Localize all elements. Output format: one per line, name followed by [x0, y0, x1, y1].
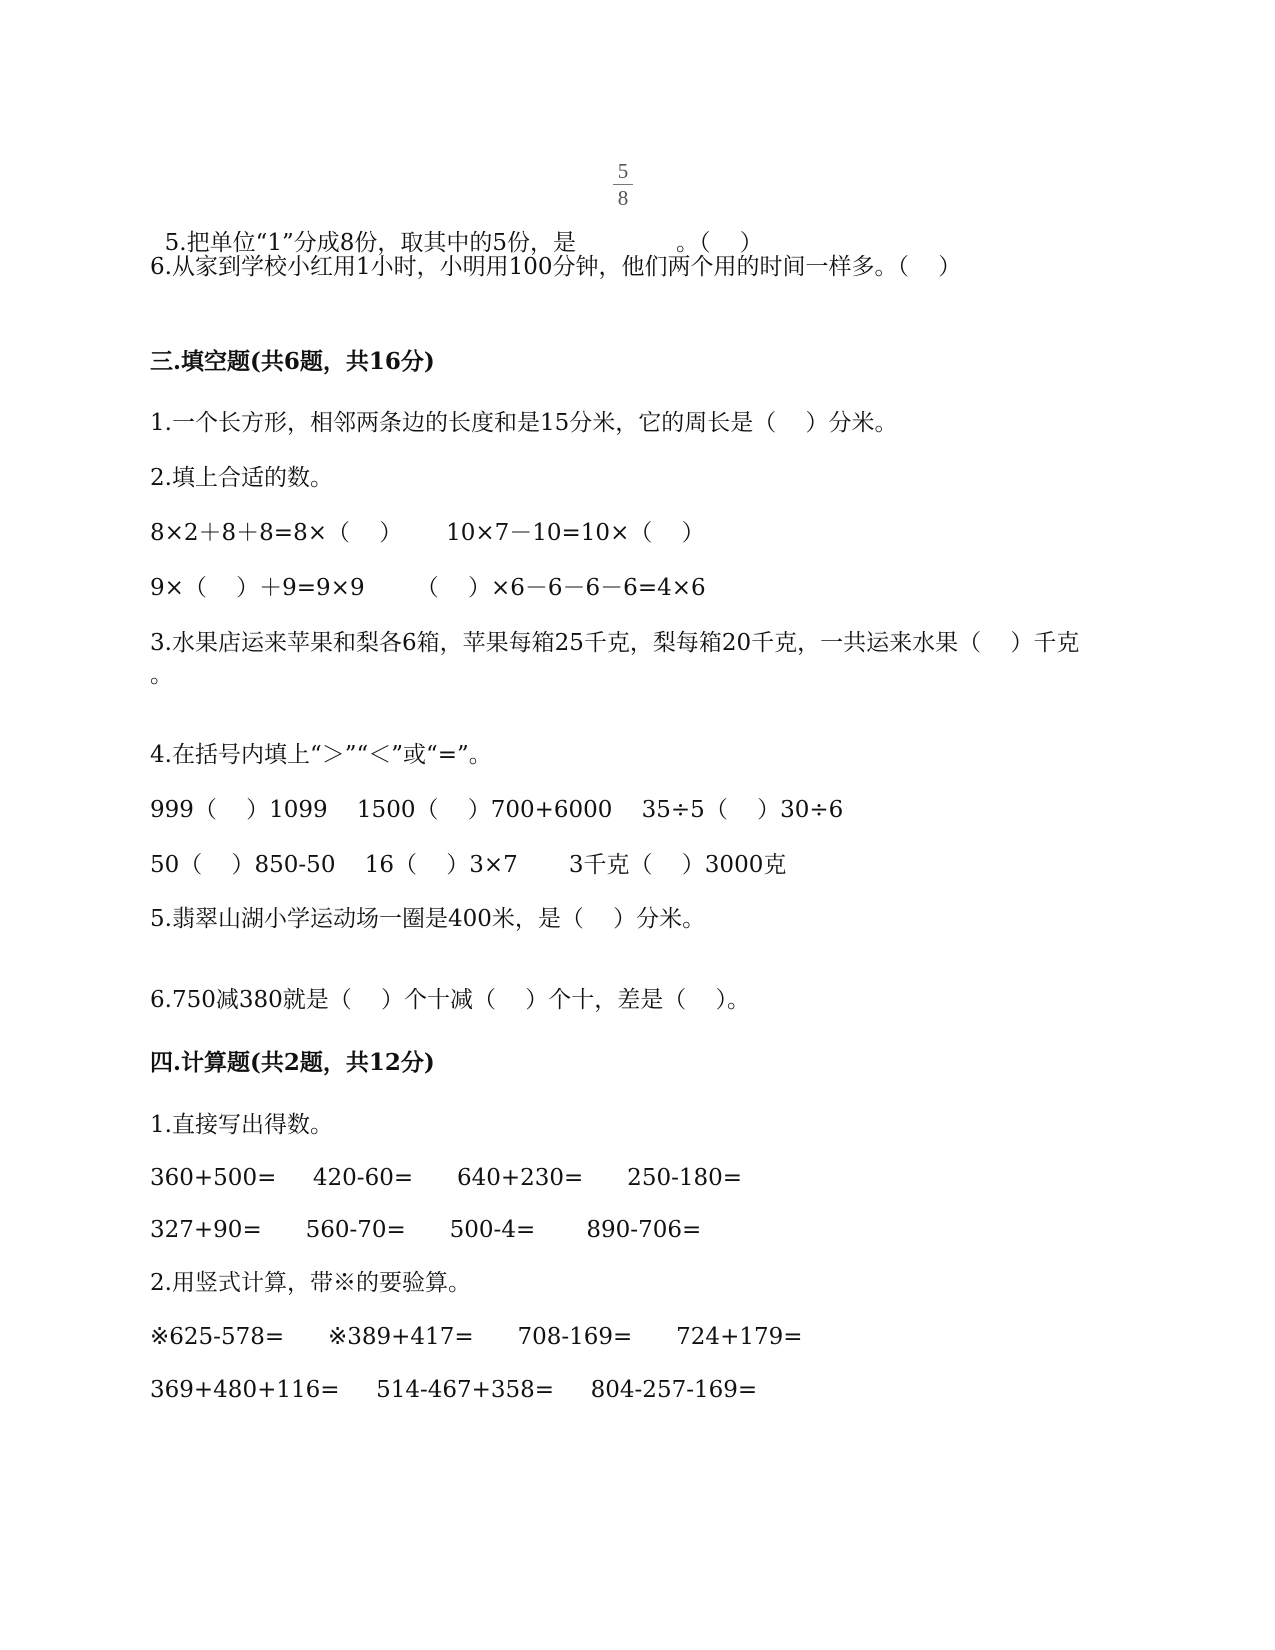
question-4-2: 2.用竖式计算，带※的要验算。: [150, 1270, 471, 1296]
fraction-five-eighths: [611, 160, 635, 209]
question-suffix: 。（ ）: [676, 230, 763, 256]
question-2-5: [150, 198, 763, 258]
question-3-2-line-2: 9×（ ）＋9=9×9 （ ）×6－6－6－6=4×6: [150, 575, 706, 601]
question-3-2: 2.填上合适的数。: [150, 465, 333, 491]
section-4-heading: 四.计算题(共2题，共12分): [150, 1049, 435, 1076]
question-3-5: 5.翡翠山湖小学运动场一圈是400米，是（ ）分米。: [150, 906, 706, 932]
question-4-2-line-2: 369+480+116= 514-467+358= 804-257-169=: [150, 1377, 758, 1403]
question-2-6: 6.从家到学校小红用1小时，小明用100分钟，他们两个用的时间一样多。（ ）: [150, 254, 962, 280]
question-3-6: 6.750减380就是（ ）个十减（ ）个十，差是（ ）。: [150, 987, 750, 1013]
question-3-4-line-2: 50（ ）850-50 16（ ）3×7 3千克（ ）3000克: [150, 852, 787, 878]
fraction-denominator: 8: [617, 186, 629, 210]
section-3-heading: 三.填空题(共6题，共16分): [150, 348, 435, 375]
question-4-2-line-1: ※625-578= ※389+417= 708-169= 724+179=: [150, 1324, 803, 1350]
question-3-2-line-1: 8×2＋8＋8=8×（ ） 10×7－10=10×（ ）: [150, 520, 705, 546]
question-3-3: 3.水果店运来苹果和梨各6箱，苹果每箱25千克，梨每箱20千克，一共运来水果（ ）千克: [150, 630, 1080, 656]
question-4-1-line-1: 360+500= 420-60= 640+230= 250-180=: [150, 1165, 743, 1191]
question-text: 5.把单位“1”分成8份，取其中的5份，是: [164, 230, 576, 256]
question-3-4-line-1: 999（ ）1099 1500（ ）700+6000 35÷5（ ）30÷6: [150, 797, 844, 823]
fraction-numerator: 5: [617, 159, 629, 183]
question-3-1: 1.一个长方形，相邻两条边的长度和是15分米，它的周长是（ ）分米。: [150, 410, 898, 436]
question-4-1-line-2: 327+90= 560-70= 500-4= 890-706=: [150, 1217, 702, 1243]
question-3-3-tail: 。: [150, 662, 173, 688]
question-3-4: 4.在括号内填上“＞”“＜”或“=”。: [150, 742, 492, 768]
fraction-bar: [613, 184, 633, 185]
question-4-1: 1.直接写出得数。: [150, 1112, 333, 1138]
